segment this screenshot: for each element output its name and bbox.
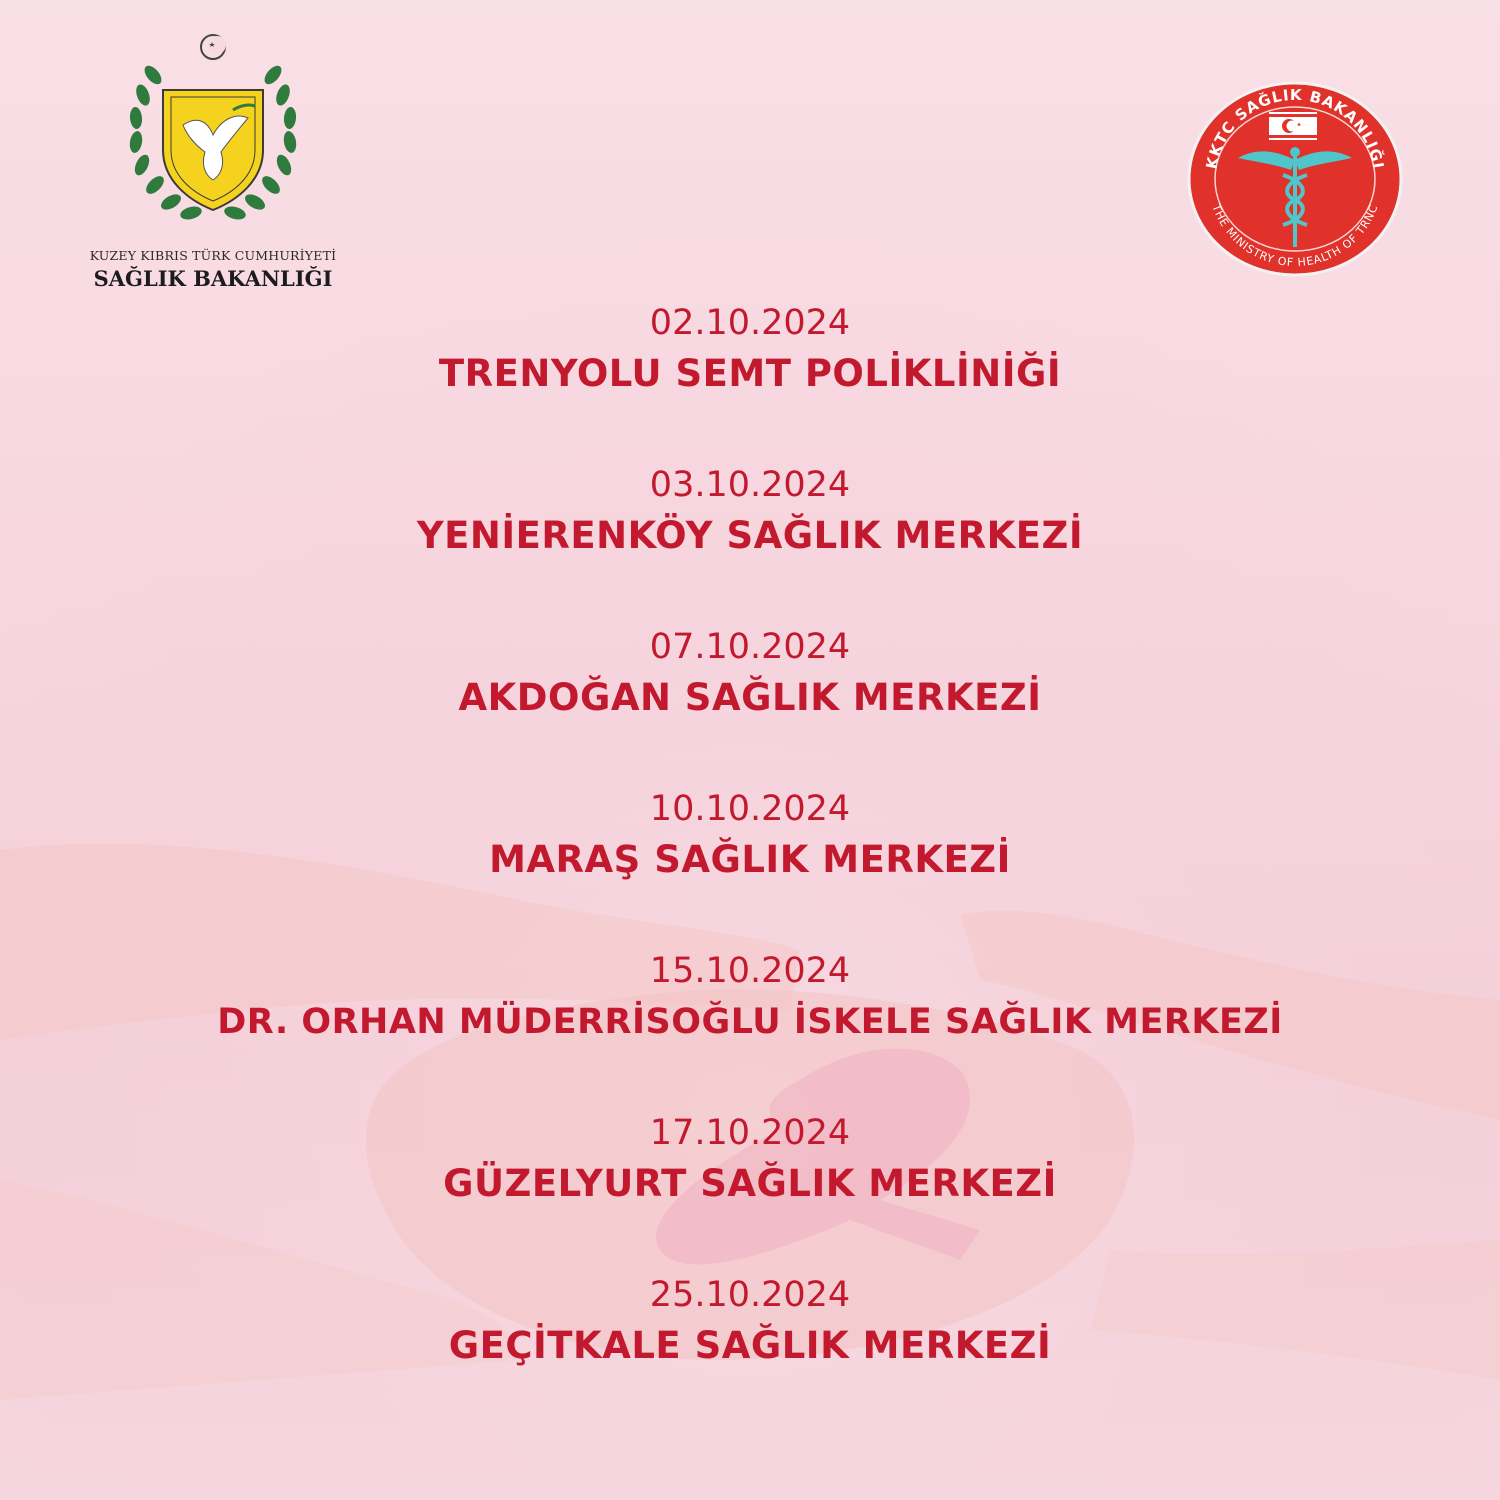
emblem-line2: SAĞLIK BAKANLIĞI bbox=[93, 266, 333, 291]
schedule-entry bbox=[0, 624, 1500, 722]
entry-date: 17.10.2024 bbox=[649, 1113, 851, 1153]
entry-place: MARAŞ SAĞLIK MERKEZİ bbox=[489, 838, 1011, 881]
schedule-entry bbox=[0, 462, 1500, 560]
entry-place: GÜZELYURT SAĞLIK MERKEZİ bbox=[443, 1162, 1057, 1205]
schedule-entry bbox=[0, 786, 1500, 884]
entry-date: 25.10.2024 bbox=[649, 1275, 851, 1315]
seal-top-text: KKTC SAĞLIK BAKANLIĞI bbox=[1202, 85, 1388, 171]
entry-date: 03.10.2024 bbox=[649, 465, 851, 505]
schedule-entry bbox=[0, 1110, 1500, 1208]
ministry-seal-logo bbox=[1186, 80, 1404, 278]
entry-place: TRENYOLU SEMT POLİKLİNİĞİ bbox=[438, 352, 1062, 395]
government-emblem-logo bbox=[88, 30, 338, 295]
entry-place: YENİERENKÖY SAĞLIK MERKEZİ bbox=[416, 514, 1084, 557]
entry-place: DR. ORHAN MÜDERRİSOĞLU İSKELE SAĞLIK MERKEZİ bbox=[217, 1002, 1283, 1042]
entry-place: GEÇİTKALE SAĞLIK MERKEZİ bbox=[448, 1324, 1052, 1367]
entry-place: AKDOĞAN SAĞLIK MERKEZİ bbox=[458, 676, 1042, 719]
government-emblem-icon bbox=[113, 30, 313, 235]
entry-date: 10.10.2024 bbox=[649, 789, 851, 829]
schedule-entry bbox=[0, 948, 1500, 1046]
emblem-line1: KUZEY KIBRIS TÜRK CUMHURİYETİ bbox=[89, 248, 337, 263]
schedule-entry bbox=[0, 1272, 1500, 1370]
seal-bottom-text: THE MINISTRY OF HEALTH OF TRNC bbox=[1209, 202, 1381, 270]
entry-date: 15.10.2024 bbox=[649, 951, 851, 991]
entry-date: 02.10.2024 bbox=[649, 303, 851, 343]
entry-date: 07.10.2024 bbox=[649, 627, 851, 667]
schedule-entry bbox=[0, 300, 1500, 398]
